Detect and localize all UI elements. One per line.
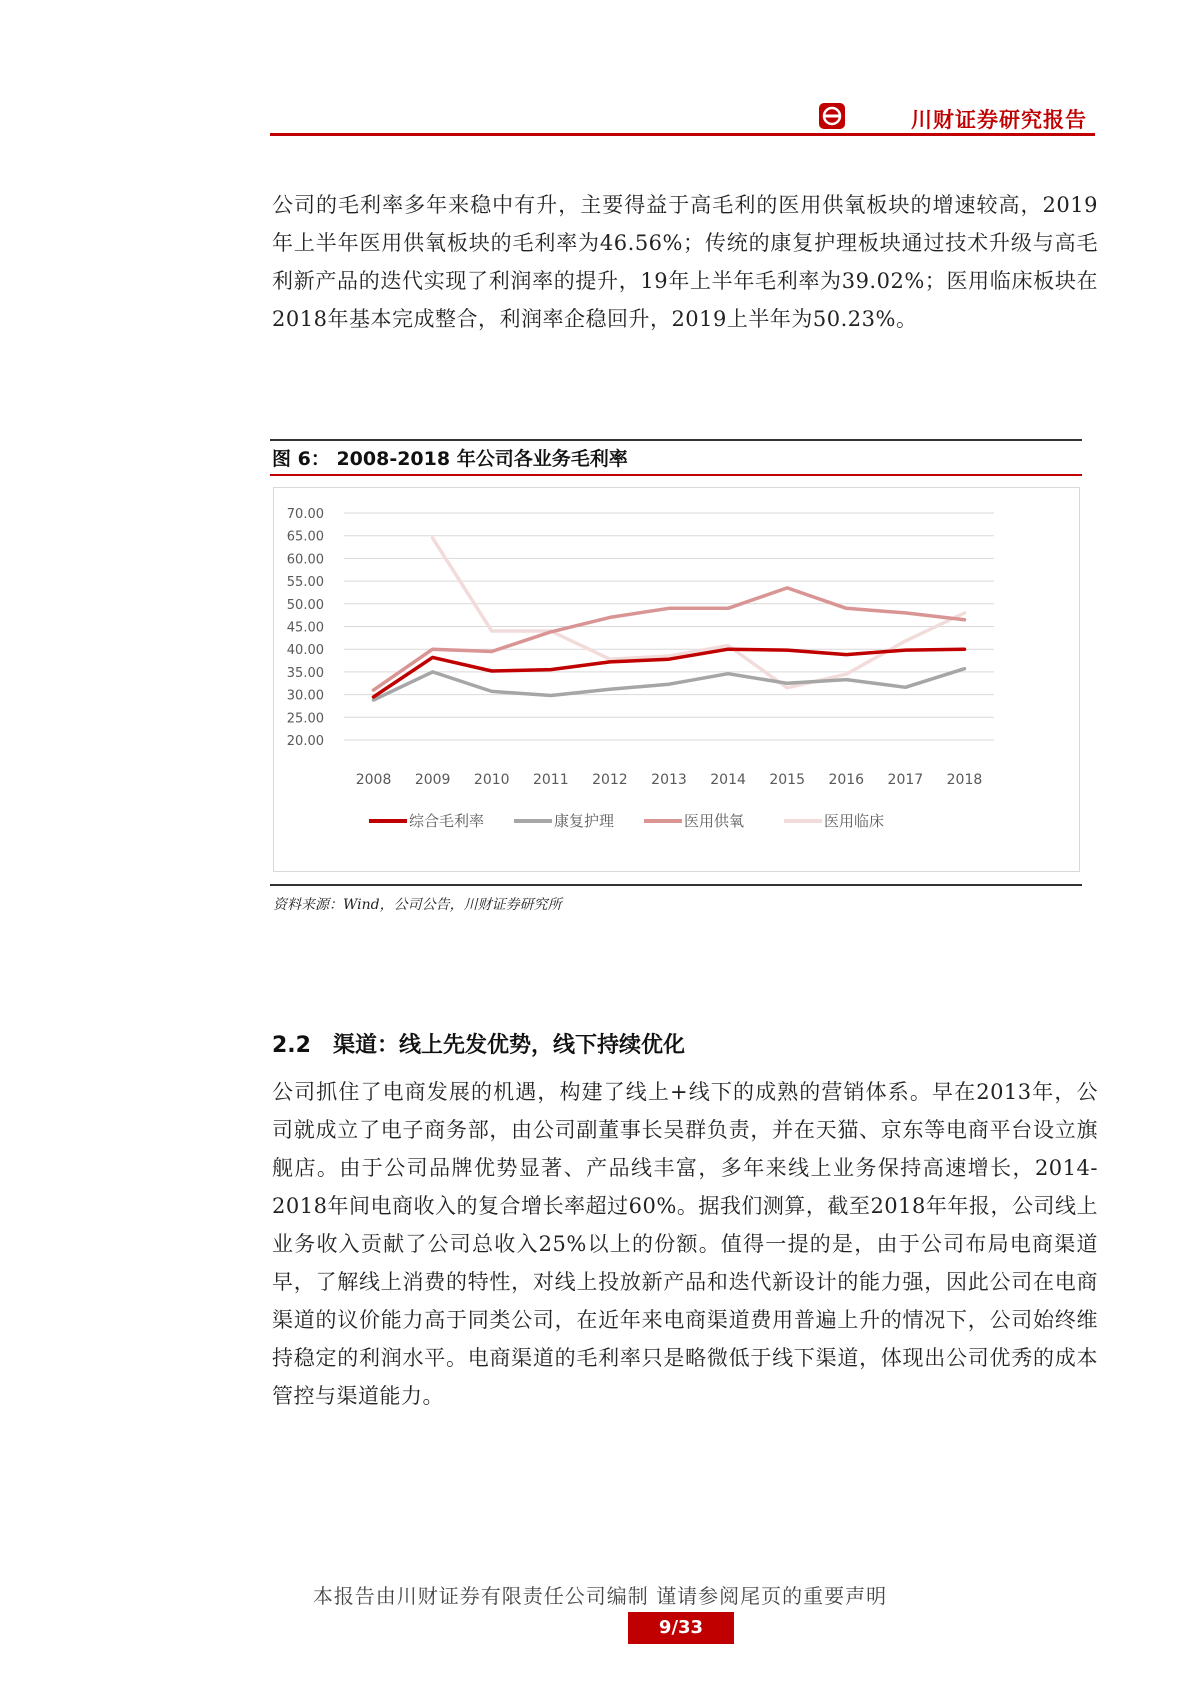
y-tick-label: 45.00 bbox=[286, 620, 324, 636]
x-tick-label: 2009 bbox=[414, 772, 451, 788]
y-tick-label: 25.00 bbox=[286, 711, 324, 727]
figure-title-rule bbox=[270, 474, 1082, 476]
legend-label: 康复护理 bbox=[554, 812, 615, 830]
y-tick-label: 35.00 bbox=[286, 665, 324, 681]
figure-title: 图 6： 2008-2018 年公司各业务毛利率 bbox=[272, 448, 628, 470]
x-tick-label: 2017 bbox=[887, 772, 924, 788]
x-tick-label: 2016 bbox=[828, 772, 865, 788]
legend-label: 综合毛利率 bbox=[409, 812, 485, 830]
line-chart bbox=[274, 488, 1079, 871]
y-tick-label: 55.00 bbox=[286, 575, 324, 591]
x-tick-label: 2008 bbox=[355, 772, 392, 788]
x-tick-label: 2018 bbox=[946, 772, 983, 788]
legend-label: 医用供氧 bbox=[684, 812, 745, 830]
figure-bottom-rule bbox=[270, 884, 1082, 886]
brand-name: 川财证券研究报告 bbox=[911, 108, 1087, 132]
y-tick-label: 60.00 bbox=[286, 552, 324, 568]
figure-source: 资料来源：Wind，公司公告，川财证券研究所 bbox=[273, 897, 562, 913]
section-heading bbox=[272, 1028, 685, 1059]
series-line-3 bbox=[374, 588, 965, 690]
section-title: 渠道：线上先发优势，线下持续优化 bbox=[332, 1033, 685, 1058]
y-tick-label: 70.00 bbox=[286, 507, 324, 522]
company-logo-icon bbox=[818, 102, 846, 130]
x-tick-label: 2011 bbox=[532, 772, 569, 788]
footer-disclaimer: 本报告由川财证券有限责任公司编制 谨请参阅尾页的重要声明 bbox=[312, 1584, 888, 1608]
chart-container bbox=[273, 487, 1080, 872]
figure-top-rule bbox=[270, 439, 1082, 441]
y-tick-label: 40.00 bbox=[286, 643, 324, 659]
y-tick-label: 30.00 bbox=[286, 688, 324, 704]
x-tick-label: 2010 bbox=[473, 772, 510, 788]
x-tick-label: 2015 bbox=[769, 772, 806, 788]
x-tick-label: 2014 bbox=[710, 772, 746, 788]
page-header bbox=[270, 96, 1095, 136]
y-tick-label: 50.00 bbox=[286, 597, 324, 613]
x-tick-label: 2013 bbox=[651, 772, 687, 788]
y-tick-label: 20.00 bbox=[286, 734, 324, 749]
legend-label: 医用临床 bbox=[824, 812, 885, 830]
x-tick-label: 2012 bbox=[592, 772, 628, 788]
series-line-2 bbox=[374, 669, 965, 700]
y-tick-label: 65.00 bbox=[286, 529, 324, 545]
body-paragraph-1: 公司的毛利率多年来稳中有升，主要得益于高毛利的医用供氧板块的增速较高，2019年上半年医用供氧板块的毛利率为46.56%；传统的康复护理板块通过技术升级与高毛利新产品的迭代实现了利润率的提升，19年上半年毛利率为39.02%；医用临床板块在2018年基本完成整合，利润率企稳回升，2019上半年为50.23%。 bbox=[272, 193, 1098, 331]
header-rule bbox=[270, 133, 1095, 136]
section-number: 2.2 bbox=[272, 1033, 311, 1058]
page-number: 9/33 bbox=[628, 1612, 734, 1644]
body-paragraph-2: 公司抓住了电商发展的机遇，构建了线上+线下的成熟的营销体系。早在2013年，公司就成立了电子商务部，由公司副董事长吴群负责，并在天猫、京东等电商平台设立旗舰店。由于公司品牌优势显著、产品线丰富，多年来线上业务保持高速增长，2014-2018年间电商收入的复合增长率超过60%。据我们测算，截至2018年年报，公司线上业务收入贡献了公司总收入25%以上的份额。值得一提的是，由于公司布局电商渠道早，了解线上消费的特性，对线上投放新产品和迭代新设计的能力强，因此公司在电商渠道的议价能力高于同类公司，在近年来电商渠道费用普遍上升的情况下，公司始终维持稳定的利润水平。电商渠道的毛利率只是略微低于线下渠道，体现出公司优秀的成本管控与渠道能力。 bbox=[272, 1080, 1098, 1408]
